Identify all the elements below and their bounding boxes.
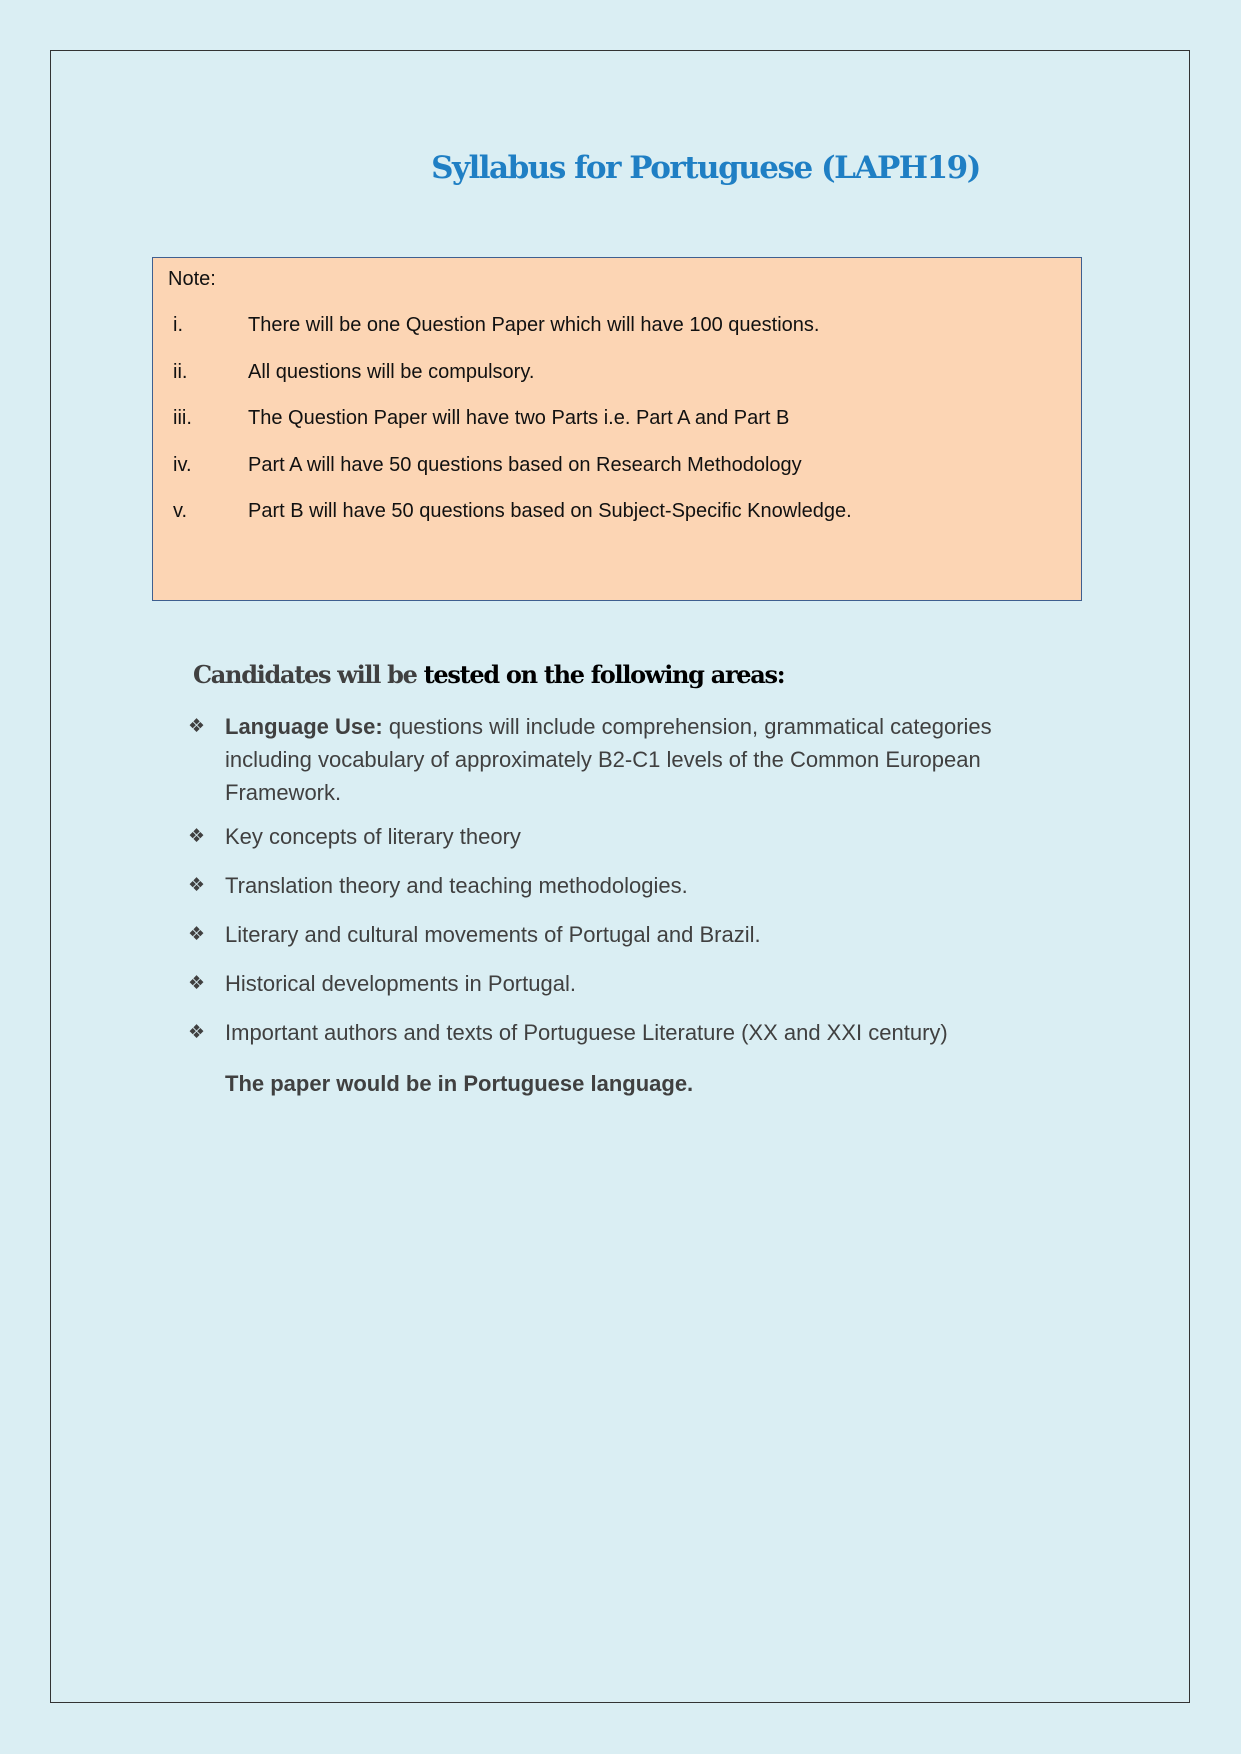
note-box [152, 257, 1082, 601]
note-item-number: v. [173, 500, 188, 522]
list-item [188, 710, 1008, 809]
diamond-bullet-icon: ❖ [188, 875, 206, 896]
note-item-text: The Question Paper will have two Parts i.e. Part A and Part B [248, 407, 790, 429]
note-item-text: All questions will be compulsory. [248, 360, 535, 383]
page-title: Syllabus for Portuguese (LAPH19) [431, 150, 980, 186]
diamond-bullet-icon: ❖ [188, 924, 206, 945]
diamond-bullet-icon: ❖ [188, 973, 206, 994]
note-item-number: iii. [173, 407, 192, 429]
area-item-body: questions will include comprehension, grammatical categories including vocabulary of approximately B2-C1 levels of the Common European Framework. [225, 714, 992, 805]
note-item [173, 500, 1053, 547]
note-item [173, 314, 1053, 361]
note-item-text: There will be one Question Paper which will have 100 questions. [248, 314, 820, 336]
area-item-text: Translation theory and teaching methodologies. [225, 873, 688, 898]
list-item [188, 967, 1008, 1000]
areas-list [188, 710, 1008, 1065]
areas-heading-part2: tested on the following areas: [423, 660, 785, 689]
list-item [188, 918, 1008, 951]
areas-heading-part1: Candidates will be [193, 660, 424, 689]
area-item-text: Historical developments in Portugal. [225, 971, 576, 996]
note-item [173, 454, 1053, 501]
footer-note: The paper would be in Portuguese language. [225, 1071, 694, 1096]
note-item-number: iv. [173, 453, 192, 476]
list-item [188, 820, 1008, 853]
note-item-text: Part B will have 50 questions based on Subject-Specific Knowledge. [248, 500, 852, 522]
note-item-number: i. [173, 314, 183, 336]
list-item [188, 869, 1008, 902]
note-item [173, 407, 1053, 454]
note-item-text: Part A will have 50 questions based on Research Methodology [248, 453, 802, 476]
diamond-bullet-icon: ❖ [188, 826, 206, 847]
note-label: Note: [168, 268, 216, 290]
note-list [173, 314, 1053, 547]
areas-heading [193, 660, 784, 689]
diamond-bullet-icon: ❖ [188, 716, 206, 737]
diamond-bullet-icon: ❖ [188, 1022, 206, 1043]
note-item [173, 361, 1053, 408]
area-item-bold: Language Use: [225, 714, 383, 739]
note-item-number: ii. [173, 360, 188, 383]
area-item-text: Important authors and texts of Portuguese Literature (XX and XXI century) [225, 1020, 948, 1045]
list-item [188, 1016, 1008, 1049]
area-item-text: Literary and cultural movements of Portugal and Brazil. [225, 922, 761, 947]
area-item-text [225, 710, 1008, 809]
area-item-text: Key concepts of literary theory [225, 824, 521, 849]
